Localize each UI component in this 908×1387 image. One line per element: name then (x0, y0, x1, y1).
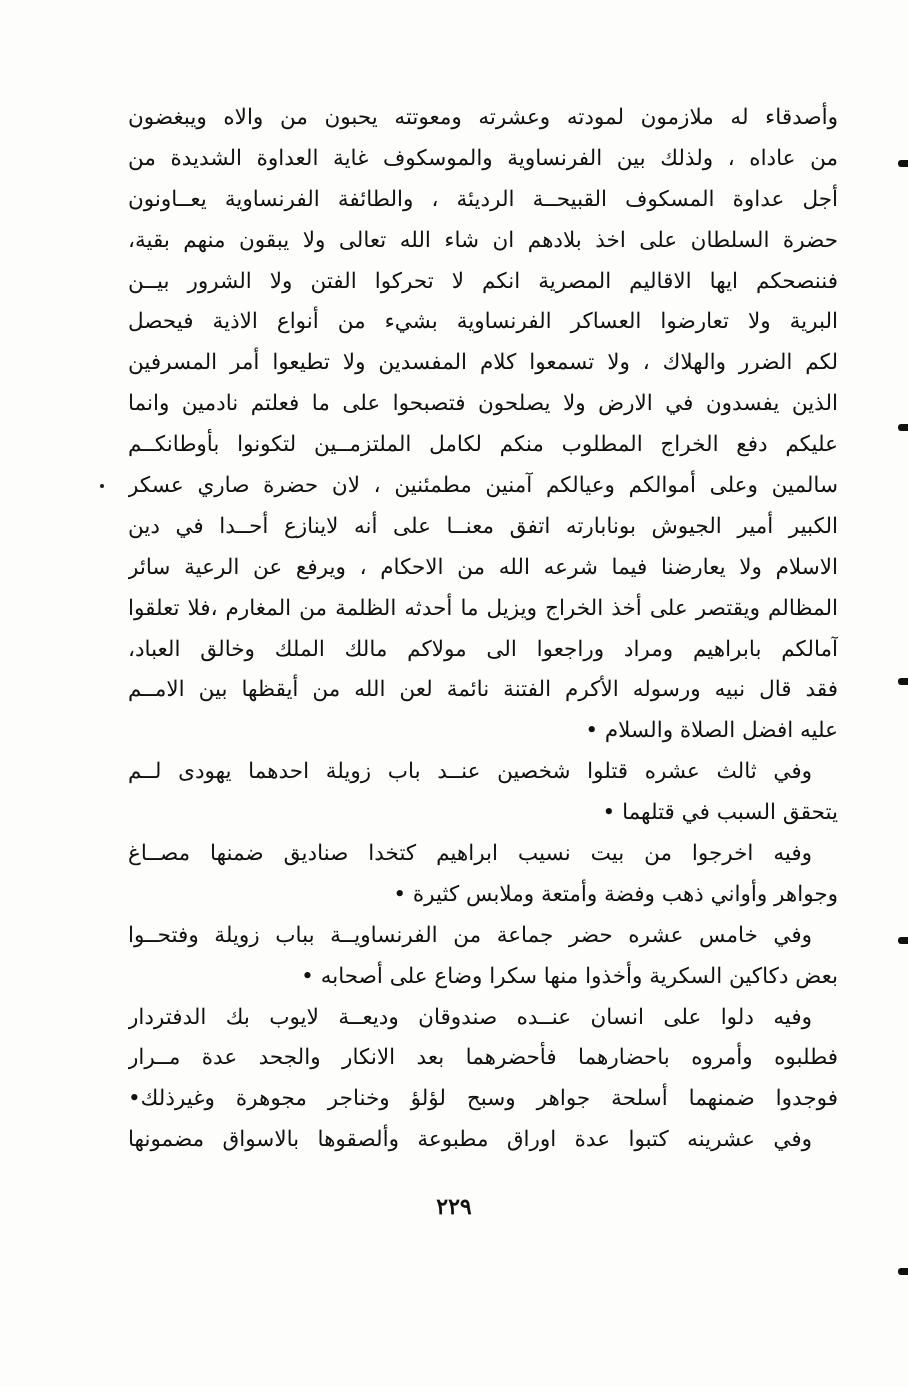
text-line: يتحقق السبب في قتلهما • (602, 800, 838, 826)
text-line: المظالم ويقتصر على أخذ الخراج ويزيل ما أحدثه الظلمة من المغارم ،فلا تعلقوا (128, 595, 838, 621)
text-line: من عاداه ، ولذلك بين الفرنساوية والموسكوف غاية العداوة الشديدة من (128, 145, 838, 171)
text-line: وفيه اخرجوا من بيت نسيب ابراهيم كتخدا صناديق ضمنها مصــاغ (128, 841, 812, 867)
text-line: فننصحكم ايها الاقاليم المصرية انكم لا تحركوا الفتن ولا الشرور بيــن (128, 268, 838, 294)
text-line: وجواهر وأواني ذهب وفضة وأمتعة وملابس كثيرة • (393, 881, 838, 907)
text-line: بعض دكاكين السكرية وأخذوا منها سكرا وضاع على أصحابه • (301, 963, 838, 989)
text-line: فوجدوا ضمنهما أسلحة جواهر وسبح لؤلؤ وخناجر مجوهرة وغيرذلك• (128, 1086, 838, 1112)
text-line: وأصدقاء له ملازمون لمودته وعشرته ومعوتته يحبون من والاه ويبغضون (128, 105, 838, 130)
text-line: حضرة السلطان على اخذ بلادهم ان شاء الله تعالى ولا يبقون منهم بقية، (128, 227, 838, 253)
text-line: عليكم دفع الخراج المطلوب منكم لكامل الملتزمــين لتكونوا بأوطانكــم (128, 432, 838, 458)
text-line: آمالكم بابراهيم ومراد وراجعوا الى مولاكم مالك الملك وخالق العباد، (128, 636, 838, 662)
text-line: عليه افضل الصلاة والسلام • (585, 718, 838, 744)
text-line: الاسلام ولا يعارضنا فيما شرعه الله من الاحكام ، ويرفع عن الرعية سائر (128, 554, 838, 580)
text-line: الكبير أمير الجيوش بونابارته اتفق معنــا على أنه لاينازع أحــدا في دين (128, 513, 838, 539)
margin-mark (898, 937, 908, 944)
margin-mark (898, 678, 908, 685)
paper-speck (100, 484, 104, 488)
text-line: الذين يفسدون في الارض ولا يصلحون فتصبحوا على ما فعلتم نادمين وانما (128, 391, 838, 417)
margin-mark (898, 160, 908, 167)
text-line: وفي ثالث عشره قتلوا شخصين عنــد باب زويلة احدهما يهودى لــم (128, 759, 812, 785)
page-number: ٢٢٩ (436, 1194, 472, 1220)
text-line: وفي عشرينه كتبوا عدة اوراق مطبوعة وألصقوها بالاسواق مضمونها (128, 1127, 812, 1153)
margin-mark (898, 424, 908, 431)
text-line: وفي خامس عشره حضر جماعة من الفرنساويــة بباب زويلة وفتحــوا (128, 922, 812, 948)
text-line: البرية ولا تعارضوا العساكر الفرنساوية بشيء من أنواع الاذية فيحصل (128, 309, 838, 335)
body-text (128, 98, 838, 1161)
text-line: سالمين وعلى أموالكم وعيالكم آمنين مطمئنين ، لان حضرة صاري عسكر (128, 473, 838, 499)
margin-mark (898, 1268, 908, 1275)
text-line: لكم الضرر والهلاك ، ولا تسمعوا كلام المفسدين ولا تطيعوا أمر المسرفين (128, 350, 838, 376)
text-line: أجل عداوة المسكوف القبيحــة الرديئة ، والطائفة الفرنساوية يعــاونون (128, 186, 838, 212)
text-line: فطلبوه وأمروه باحضارهما فأحضرهما بعد الانكار والجحد عدة مــرار (128, 1045, 838, 1071)
text-line: فقد قال نبيه ورسوله الأكرم الفتنة نائمة لعن الله من أيقظها بين الامــم (128, 677, 838, 703)
text-line: وفيه دلوا على انسان عنــده صندوقان وديعــة لايوب بك الدفتردار (128, 1004, 812, 1030)
